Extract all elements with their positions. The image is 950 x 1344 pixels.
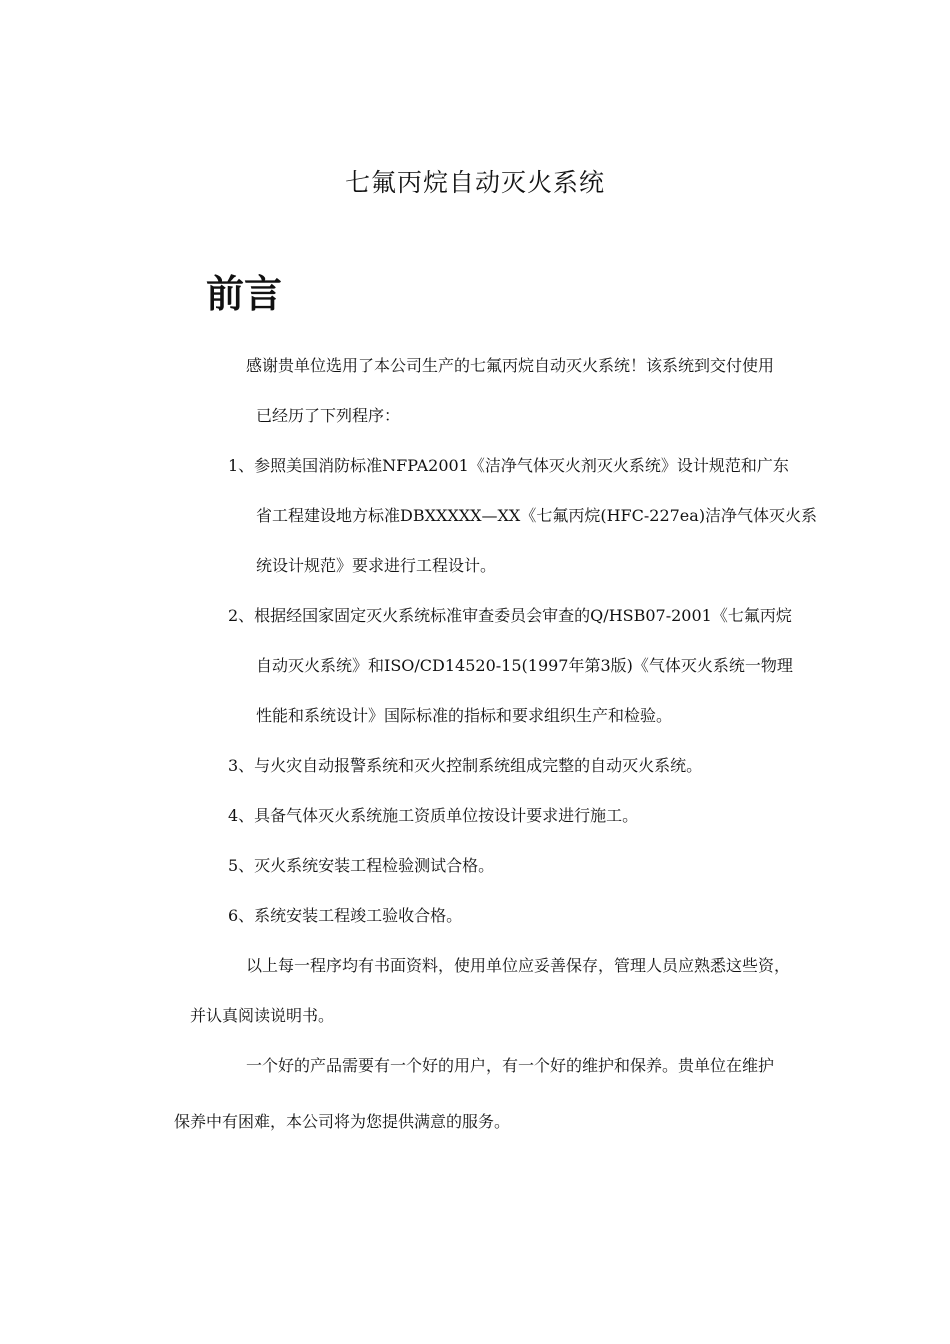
closing-paragraph-1-line-2: 并认真阅读说明书。 <box>190 1006 335 1025</box>
list-item-1-line-3: 统设计规范》要求进行工程设计。 <box>256 556 497 575</box>
closing-paragraph-1-line-1: 以上每一程序均有书面资料，使用单位应妥善保存，管理人员应熟悉这些资， <box>246 956 791 975</box>
document-title: 七氟丙烷自动灭火系统 <box>344 168 605 197</box>
closing-paragraph-2-line-2: 保养中有困难，本公司将为您提供满意的服务。 <box>174 1112 511 1131</box>
list-item-1-line-1: 1、参照美国消防标准NFPA2001《洁净气体灭火剂灭火系统》设计规范和广东 <box>228 456 789 475</box>
list-item-1-line-2: 省工程建设地方标准DBXXXXX—XX《七氟丙烷(HFC-227ea)洁净气体灭火系 <box>256 506 818 525</box>
list-item-5: 5、灭火系统安装工程检验测试合格。 <box>228 856 495 875</box>
section-heading-preface: 前言 <box>206 272 283 316</box>
closing-paragraph-2-line-1: 一个好的产品需要有一个好的用户，有一个好的维护和保养。贵单位在维护 <box>246 1056 775 1075</box>
intro-line-2: 已经历了下列程序： <box>256 406 401 425</box>
list-item-3: 3、与火灾自动报警系统和灭火控制系统组成完整的自动灭火系统。 <box>228 756 703 775</box>
list-item-2-line-1: 2、根据经国家固定灭火系统标准审查委员会审查的Q/HSB07-2001《七氟丙烷 <box>228 606 792 625</box>
list-item-6: 6、系统安装工程竣工验收合格。 <box>228 906 463 925</box>
list-item-2-line-3: 性能和系统设计》国际标准的指标和要求组织生产和检验。 <box>256 706 673 725</box>
list-item-2-line-2: 自动灭火系统》和ISO/CD14520-15(1997年第3版)《气体灭火系统一物理 <box>256 656 793 675</box>
list-item-4: 4、具备气体灭火系统施工资质单位按设计要求进行施工。 <box>228 806 639 825</box>
intro-line-1: 感谢贵单位选用了本公司生产的七氟丙烷自动灭火系统！该系统到交付使用 <box>246 356 775 375</box>
